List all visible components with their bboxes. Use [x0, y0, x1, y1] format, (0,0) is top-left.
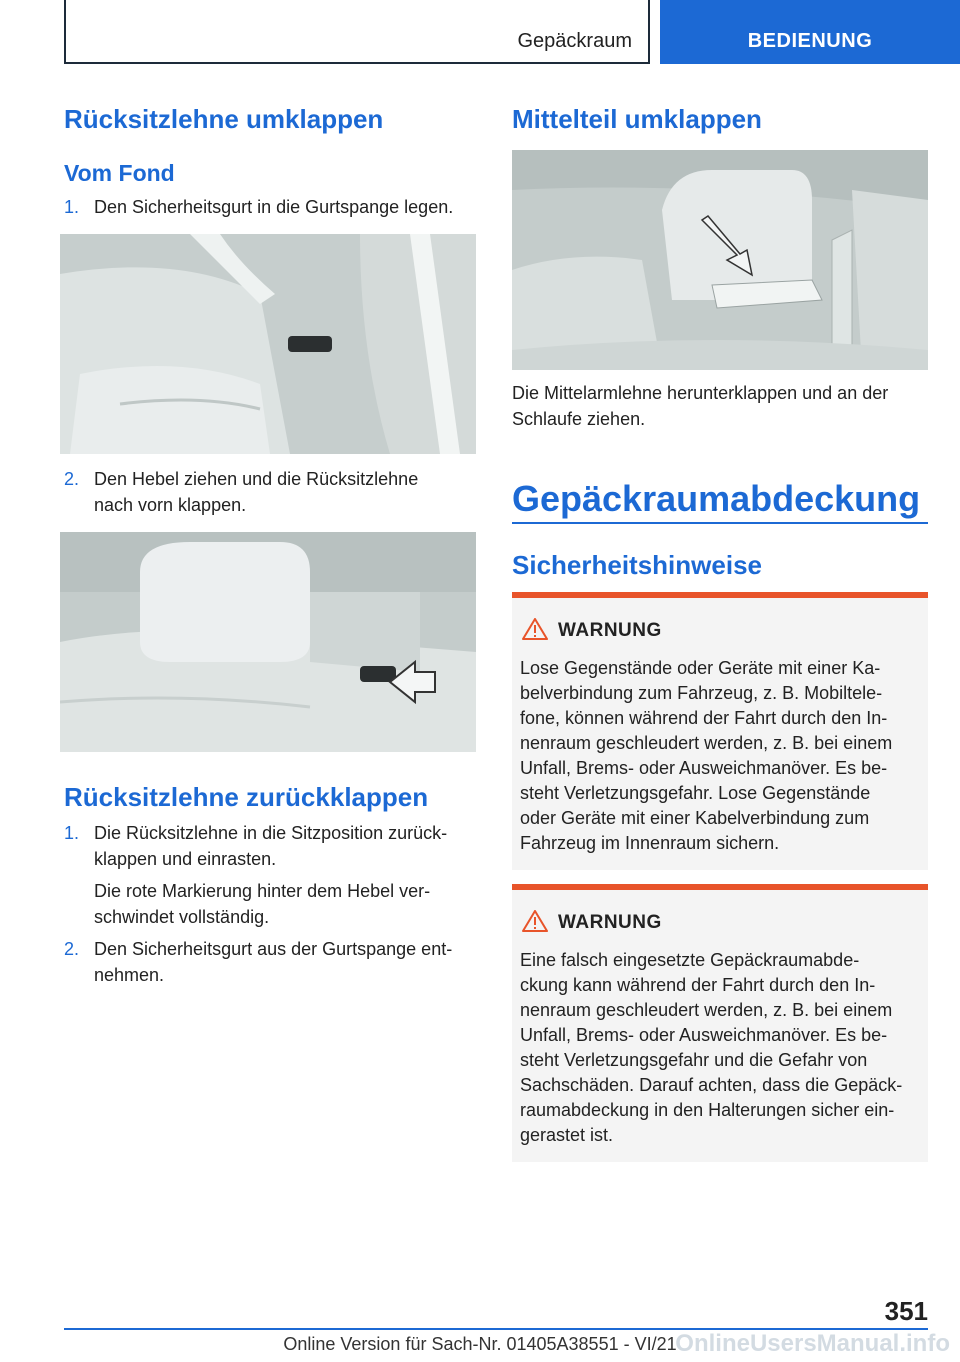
header-section-title: Gepäckraum	[517, 30, 632, 52]
warning-line: Unfall, Brems- oder Ausweichmanöver. Es be-	[520, 1025, 888, 1045]
step-number: 2.	[64, 939, 80, 959]
step-b1	[64, 820, 476, 872]
chapter-title-cover: Gepäckraumabdeckung	[512, 478, 921, 519]
warning-title: WARNUNG	[558, 620, 662, 641]
heading-center-section: Mittelteil umklappen	[512, 104, 762, 134]
note-text-line: schwindet vollständig.	[94, 907, 270, 927]
warning-text	[520, 948, 924, 1148]
step-text-line: Den Hebel ziehen und die Rücksitzlehne	[94, 469, 419, 489]
note-text-line: Die rote Markierung hinter dem Hebel ver-	[94, 881, 431, 901]
warning-line: Sachschäden. Darauf achten, dass die Gepäck-	[520, 1075, 903, 1095]
warning-line: raumabdeckung in den Halterungen sicher ein-	[520, 1100, 895, 1120]
warning-line: gerastet ist.	[520, 1125, 614, 1145]
warning-line: belverbindung zum Fahrzeug, z. B. Mobiltele-	[520, 683, 883, 703]
warning-line: ckung kann während der Fahrt durch den In-	[520, 975, 876, 995]
photo-backrest-lever	[60, 532, 476, 752]
chapter-title-rule	[512, 522, 928, 524]
paragraph-line: Die Mittelarmlehne herunterklappen und an der	[512, 383, 889, 403]
step-text: Den Sicherheitsgurt in die Gurtspange legen.	[94, 197, 454, 217]
step-a2	[64, 466, 476, 518]
warning-text	[520, 656, 924, 856]
warning-line: nenraum geschleudert werden, z. B. bei einem	[520, 1000, 893, 1020]
heading-fold-back: Rücksitzlehne zurückklappen	[64, 782, 429, 812]
warning-line: Unfall, Brems- oder Ausweichmanöver. Es be-	[520, 758, 888, 778]
photo-center-armrest	[512, 150, 928, 370]
warning-line: steht Verletzungsgefahr und die Gefahr von	[520, 1050, 868, 1070]
warning-line: Lose Gegenstände oder Geräte mit einer Ka-	[520, 658, 881, 678]
footer-text: Online Version für Sach-Nr. 01405A38551 - VI/21	[283, 1334, 677, 1354]
step-number: 2.	[64, 469, 80, 489]
header-section-box	[64, 0, 650, 64]
step-number: 1.	[64, 197, 80, 217]
warning-box-1	[512, 592, 928, 870]
warning-line: steht Verletzungsgefahr. Lose Gegenstände	[520, 783, 871, 803]
step-text-line: Den Sicherheitsgurt aus der Gurtspange ent-	[94, 939, 453, 959]
photo-seatbelt-clip	[60, 234, 476, 454]
paragraph-armrest	[512, 380, 928, 432]
header-chapter-label: BEDIENUNG	[747, 30, 873, 52]
warning-line: nenraum geschleudert werden, z. B. bei einem	[520, 733, 893, 753]
step-text-line: nehmen.	[94, 965, 165, 985]
step-a1	[64, 194, 476, 220]
warning-title: WARNUNG	[558, 912, 662, 933]
step-b2	[64, 936, 476, 988]
warning-box-2	[512, 884, 928, 1162]
warning-line: Fahrzeug im Innenraum sichern.	[520, 833, 780, 853]
warning-line: Eine falsch eingesetzte Gepäckraumabde-	[520, 950, 860, 970]
header-chapter-tab[interactable]	[660, 0, 960, 64]
step-number: 1.	[64, 823, 80, 843]
warning-triangle-icon	[522, 618, 548, 640]
warning-line: fone, können während der Fahrt durch den In-	[520, 708, 888, 728]
step-text-line: klappen und einrasten.	[94, 849, 277, 869]
paragraph-line: Schlaufe ziehen.	[512, 409, 646, 429]
heading-safety-notes: Sicherheitshinweise	[512, 550, 762, 580]
warning-line: oder Geräte mit einer Kabelverbindung zum	[520, 808, 870, 828]
subheading-from-rear: Vom Fond	[64, 160, 175, 186]
step-text-line: nach vorn klappen.	[94, 495, 247, 515]
step-b1-note	[64, 878, 476, 930]
page-number: 351	[884, 1296, 928, 1326]
step-text-line: Die Rücksitzlehne in die Sitzposition zurück-	[94, 823, 448, 843]
warning-triangle-icon	[522, 910, 548, 932]
watermark-logo: OnlineUsersManual.info	[675, 1330, 950, 1357]
heading-fold-backrest: Rücksitzlehne umklappen	[64, 104, 384, 134]
